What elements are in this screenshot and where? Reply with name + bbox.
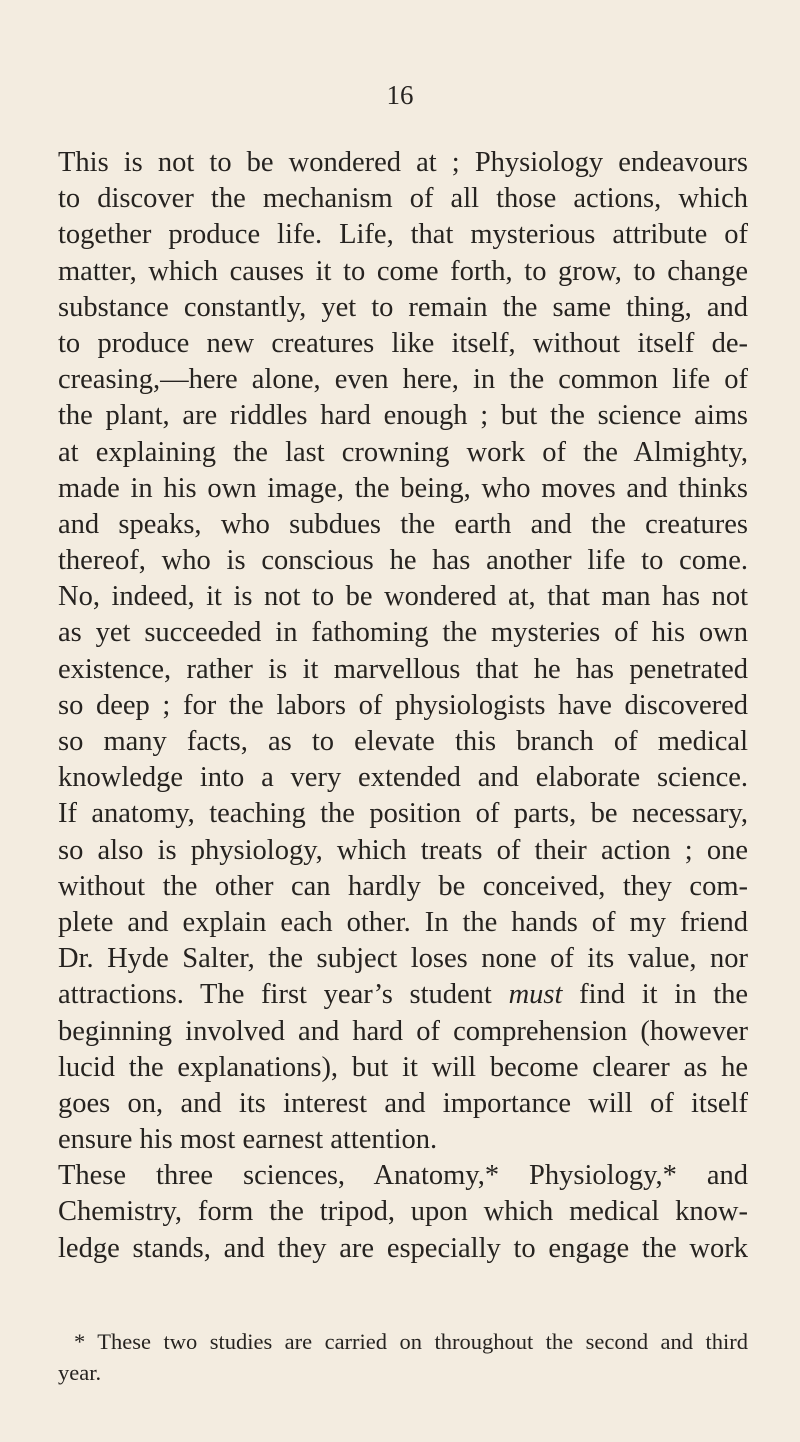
- text-line: so also is physiology, which treats of their action ; one: [58, 834, 748, 866]
- text-line: lucid the explanations), but it will become clearer as he: [58, 1051, 748, 1083]
- text-line: ledge stands, and they are especially to engage the work: [58, 1232, 748, 1264]
- text-line: beginning involved and hard of comprehension (however: [58, 1015, 748, 1047]
- text-line: as yet succeeded in fathoming the mysteries of his own: [58, 617, 748, 649]
- text-line: These three sciences, Anatomy,* Physiology,* and: [58, 1160, 748, 1192]
- text-line: so deep ; for the labors of physiologists have discovered: [58, 689, 748, 721]
- text-line: to discover the mechanism of all those actions, which: [58, 183, 748, 215]
- page-number: 16: [386, 80, 414, 110]
- text-line: creasing,—here alone, even here, in the common life of: [58, 364, 748, 396]
- footnote-line: * These two studies are carried on throughout the second and third: [74, 1329, 748, 1354]
- body-text: [58, 145, 748, 1267]
- text-line: substance constantly, yet to remain the same thing, and: [58, 291, 748, 323]
- text-line: Chemistry, form the tripod, upon which medical know-: [58, 1196, 748, 1228]
- text-line: ensure his most earnest attention.: [58, 1124, 438, 1156]
- text-line-emphasis: [58, 977, 748, 1013]
- text-line: to produce new creatures like itself, without itself de-: [58, 327, 748, 359]
- text-line: If anatomy, teaching the position of parts, be necessary,: [58, 798, 748, 830]
- emphasized-word: must: [508, 979, 563, 1011]
- text-line: at explaining the last crowning work of the Almighty,: [58, 436, 748, 468]
- text-line: together produce life. Life, that mysterious attribute of: [58, 219, 748, 251]
- footnote: [58, 1326, 748, 1388]
- text-line: matter, which causes it to come forth, to grow, to change: [58, 255, 748, 287]
- text-line: the plant, are riddles hard enough ; but the science aims: [58, 400, 748, 432]
- footnote-line: year.: [58, 1360, 102, 1385]
- text-line: made in his own image, the being, who moves and thinks: [58, 472, 748, 504]
- text-line: knowledge into a very extended and elaborate science.: [58, 762, 748, 794]
- text-line: existence, rather is it marvellous that he has penetrated: [58, 653, 748, 685]
- text-line: so many facts, as to elevate this branch of medical: [58, 726, 748, 757]
- text-line: Dr. Hyde Salter, the subject loses none of its value, nor: [58, 943, 748, 975]
- text-line: thereof, who is conscious he has another life to come.: [58, 545, 748, 577]
- text-line: plete and explain each other. In the hands of my friend: [58, 906, 748, 938]
- text-line: without the other can hardly be conceived, they com-: [58, 870, 748, 902]
- text-segment: attractions. The first year’s student: [58, 979, 509, 1011]
- text-line: No, indeed, it is not to be wondered at, that man has not: [58, 581, 748, 613]
- text-line: goes on, and its interest and importance will of itself: [58, 1087, 748, 1119]
- text-segment: find it in the: [562, 979, 749, 1011]
- text-line: and speaks, who subdues the earth and the creatures: [58, 508, 748, 540]
- text-line: This is not to be wondered at ; Physiology endeavours: [58, 147, 748, 178]
